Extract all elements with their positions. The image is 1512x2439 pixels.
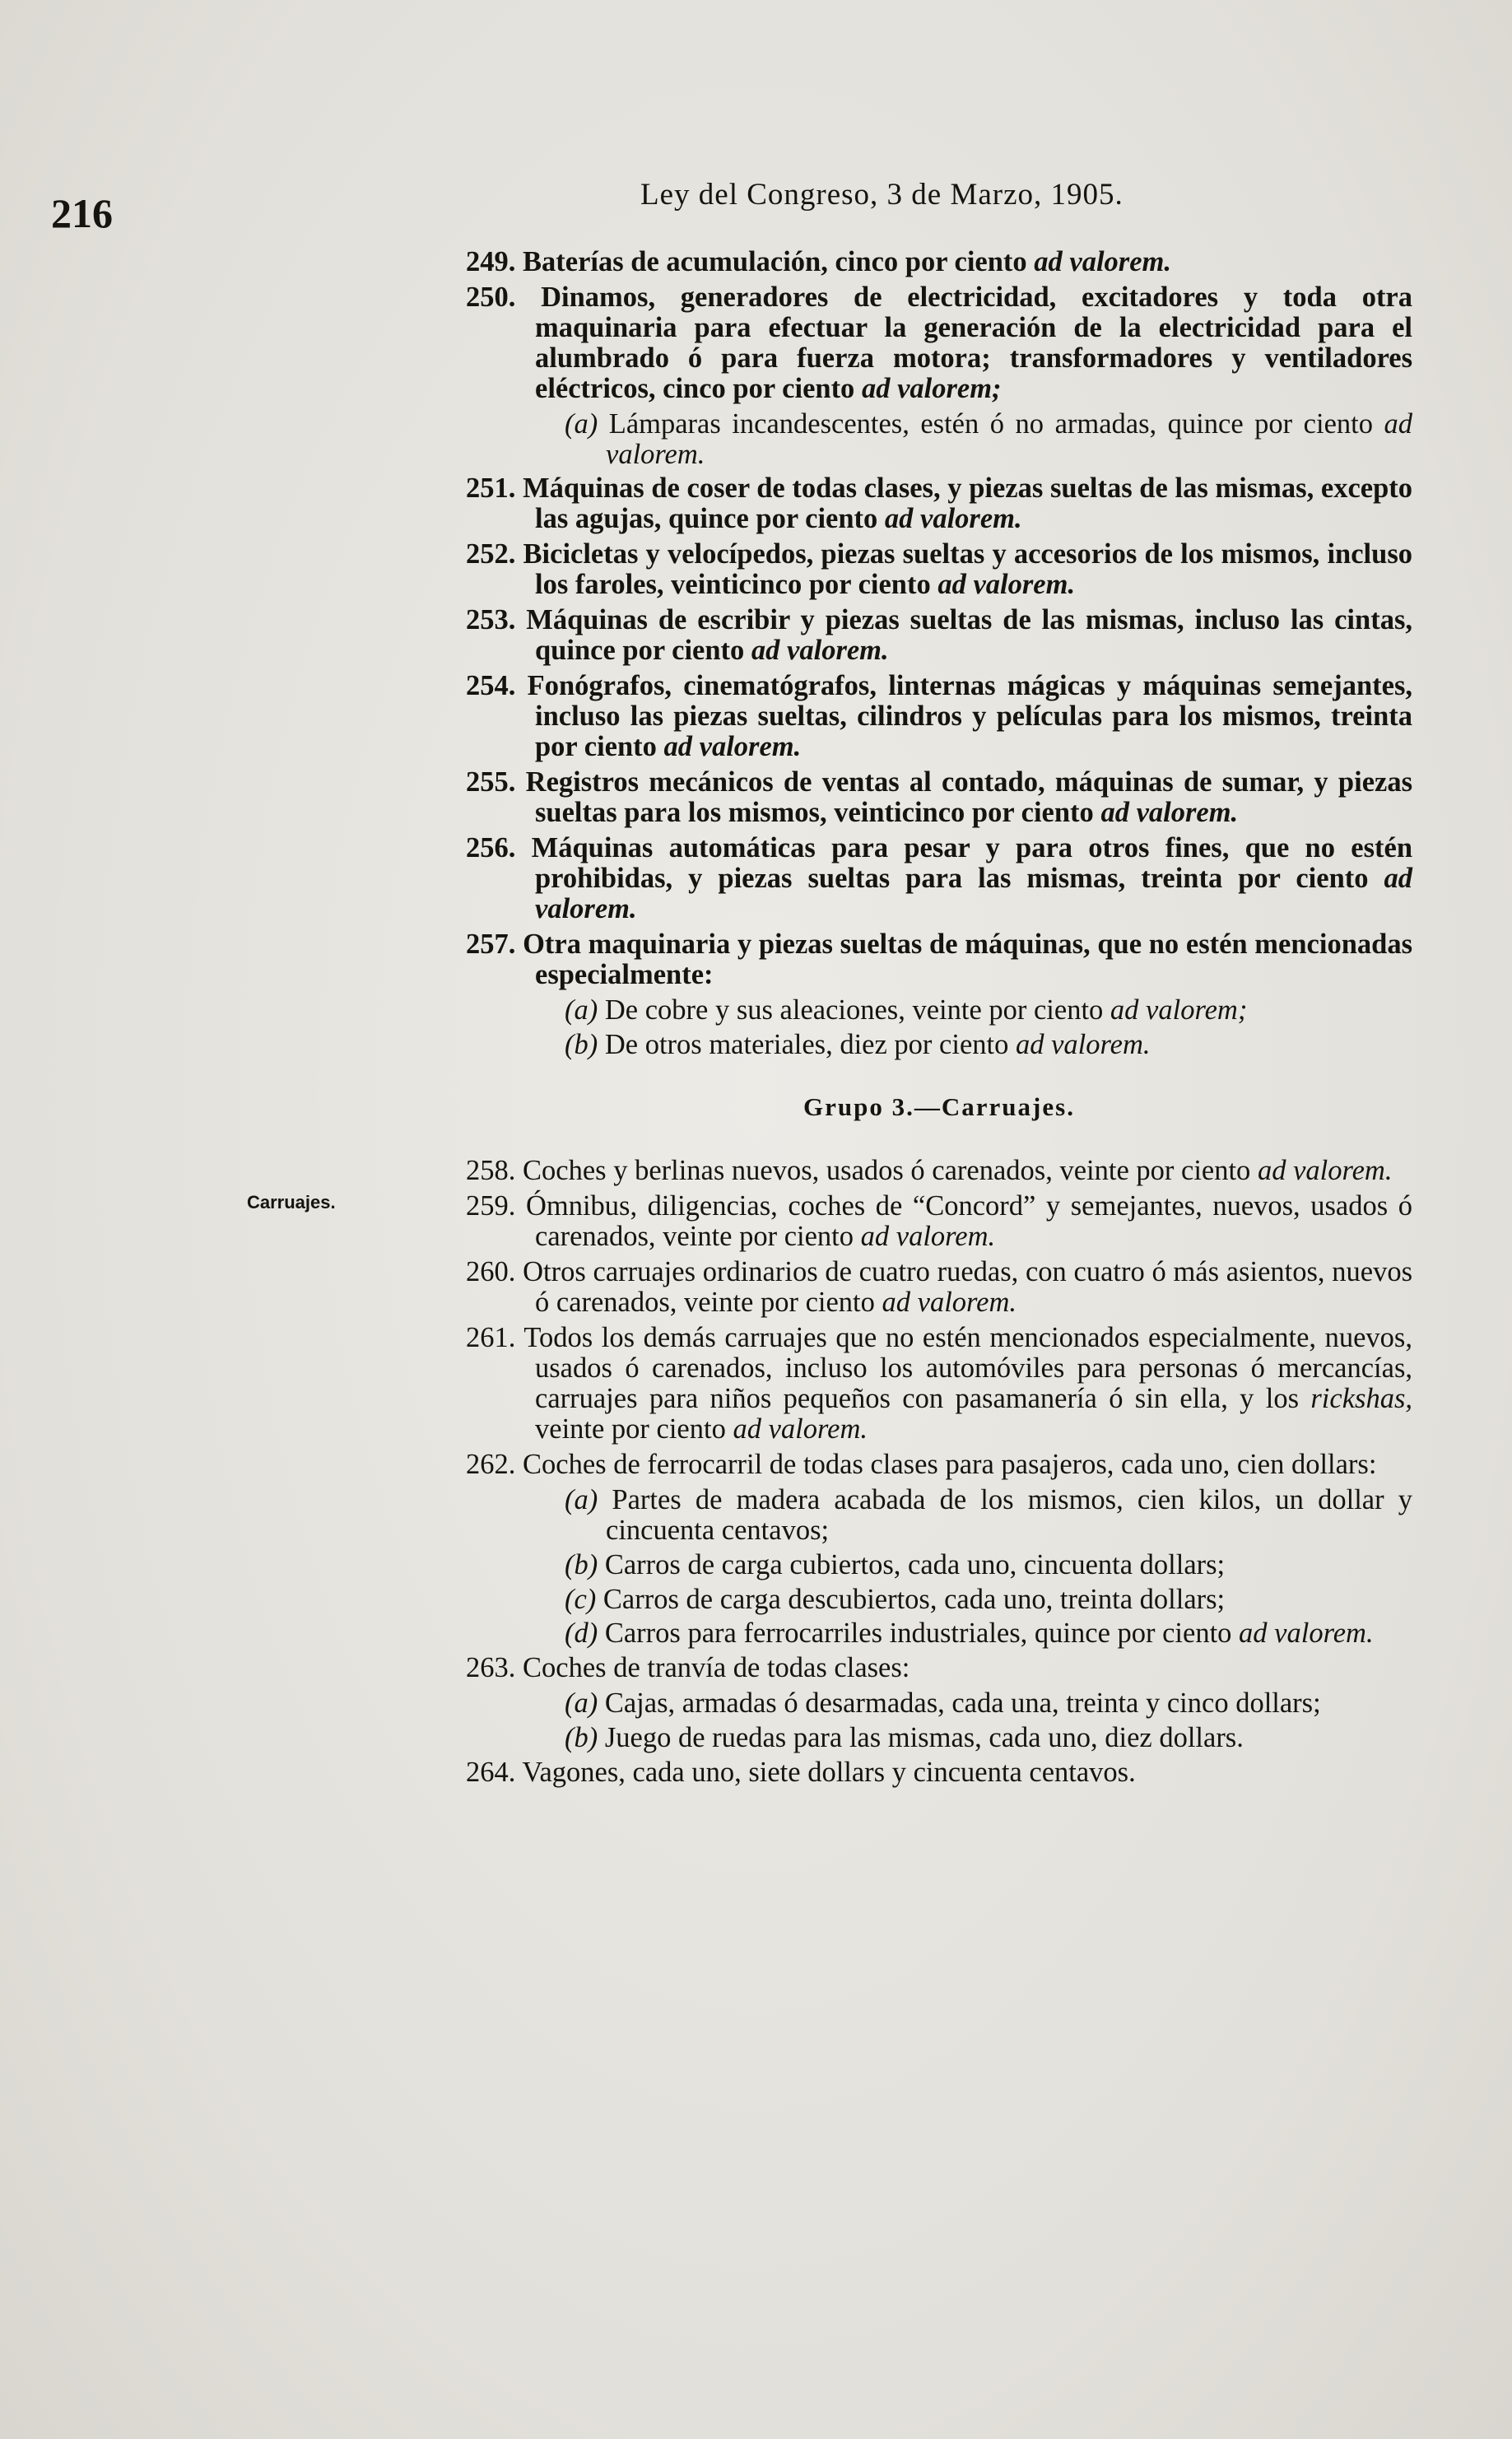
tariff-item-250: 250. Dinamos, generadores de electricidad, excitadores y toda otra maquinaria para efectuar la generación de la electricidad para el alumbrado ó para fuerza motora; transformadores y ventiladores eléctricos, cinco por ciento ad valorem; (466, 282, 1412, 404)
tariff-subitem-263b: (b) Juego de ruedas para las mismas, cada uno, diez dollars. (565, 1722, 1244, 1754)
tariff-item-253: 253. Máquinas de escribir y piezas sueltas de las mismas, incluso las cintas, quince por ciento ad valorem. (466, 604, 1412, 667)
tariff-subitem-257a: (a) De cobre y sus aleaciones, veinte por ciento ad valorem; (565, 994, 1248, 1026)
tariff-item-262: 262. Coches de ferrocarril de todas clases para pasajeros, cada uno, cien dollars: (466, 1448, 1377, 1480)
tariff-item-257: 257. Otra maquinaria y piezas sueltas de máquinas, que no estén mencionadas especialmente: (466, 928, 1412, 990)
tariff-subitem-262c: (c) Carros de carga descubiertos, cada uno, treinta dollars; (565, 1583, 1226, 1615)
tariff-item-264: 264. Vagones, cada uno, siete dollars y cincuenta centavos. (466, 1756, 1136, 1788)
tariff-item-258: 258. Coches y berlinas nuevos, usados ó carenados, veinte por ciento ad valorem. (466, 1155, 1393, 1187)
tariff-subitem-250a: (a) Lámparas incandescentes, estén ó no armadas, quince por ciento ad valorem. (565, 407, 1413, 470)
tariff-subitem-263a: (a) Cajas, armadas ó desarmadas, cada una, treinta y cinco dollars; (565, 1687, 1321, 1720)
margin-note: Carruajes. (247, 1192, 336, 1213)
tariff-body (466, 247, 1412, 1793)
group-heading: Grupo 3.—Carruajes. (803, 1092, 1075, 1122)
tariff-item-251: 251. Máquinas de coser de todas clases, y piezas sueltas de las mismas, excepto las agujas, quince por ciento ad valorem. (466, 472, 1412, 535)
tariff-item-255: 255. Registros mecánicos de ventas al contado, máquinas de sumar, y piezas sueltas para los mismos, veinticinco por ciento ad valorem. (466, 766, 1412, 828)
tariff-item-260: 260. Otros carruajes ordinarios de cuatro ruedas, con cuatro ó más asientos, nuevos ó carenados, veinte por ciento ad valorem. (466, 1256, 1412, 1319)
tariff-subitem-262b: (b) Carros de carga cubiertos, cada uno, cincuenta dollars; (565, 1548, 1226, 1580)
tariff-item-263: 263. Coches de tranvía de todas clases: (466, 1652, 910, 1684)
tariff-item-254: 254. Fonógrafos, cinematógrafos, linternas mágicas y máquinas semejantes, incluso las piezas sueltas, cilindros y películas para los mismos, treinta por ciento ad valorem. (466, 670, 1412, 762)
page-number: 216 (51, 190, 113, 236)
tariff-item-259: 259. Ómnibus, diligencias, coches de “Concord” y semejantes, nuevos, usados ó carenados, veinte por ciento ad valorem. (466, 1190, 1412, 1253)
running-head: Ley del Congreso, 3 de Marzo, 1905. (640, 178, 1124, 212)
tariff-item-256: 256. Máquinas automáticas para pesar y para otros fines, que no estén prohibidas, y piezas sueltas para las mismas, treinta por ciento ad valorem. (466, 832, 1413, 924)
tariff-subitem-262d: (d) Carros para ferrocarriles industriales, quince por ciento ad valorem. (565, 1617, 1374, 1650)
tariff-item-252: 252. Bicicletas y velocípedos, piezas sueltas y accesorios de los mismos, incluso los faroles, veinticinco por ciento ad valorem. (466, 538, 1412, 601)
tariff-item-261: 261. Todos los demás carruajes que no estén mencionados especialmente, nuevos, usados ó carenados, incluso los automóviles para personas ó mercancías, carruajes para niños pequeños con pasamanería ó sin ella, y los rickshas, veinte por ciento ad valorem. (466, 1322, 1412, 1445)
tariff-item-249: 249. Baterías de acumulación, cinco por ciento ad valorem. (466, 246, 1172, 277)
tariff-subitem-257b: (b) De otros materiales, diez por ciento ad valorem. (565, 1028, 1151, 1060)
tariff-subitem-262a: (a) Partes de madera acabada de los mismos, cien kilos, un dollar y cincuenta centavos; (565, 1484, 1413, 1546)
